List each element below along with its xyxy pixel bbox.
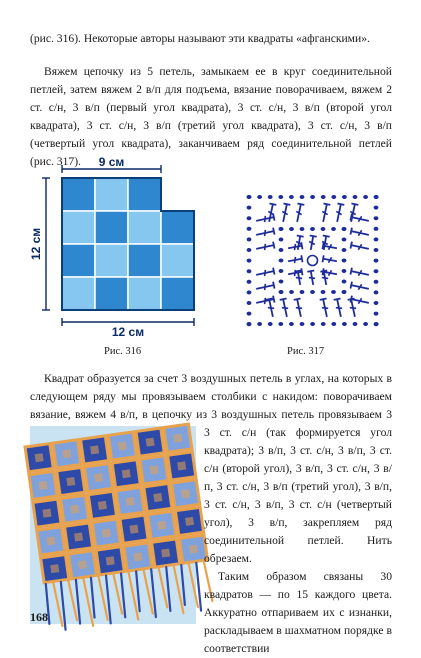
square-center (42, 509, 51, 518)
square-center (153, 493, 162, 502)
chain-stitch-dot (247, 280, 252, 284)
stitch-top (323, 235, 330, 236)
stitch-top (273, 282, 274, 289)
square-center (189, 545, 198, 554)
stitch-top (307, 270, 314, 271)
double-crochet-symbol (294, 298, 305, 317)
paragraph-assembly: Таким образом связаны 30 квадратов — по 15 каждого цвета. Аккуратно отпариваем их с изнанки, раскладываем в шахматном порядке в соответствии (204, 570, 392, 655)
stitch-top (322, 268, 323, 275)
square-center (62, 449, 71, 458)
square-center (173, 434, 182, 443)
stitch-top (273, 214, 274, 221)
chain-stitch-dot (247, 259, 252, 263)
square-center (126, 497, 135, 506)
chain-stitch-dot (342, 227, 347, 231)
double-crochet-symbol (294, 203, 305, 222)
stitch-top (301, 242, 302, 249)
chain-stitch-dot (257, 195, 262, 199)
grid-square (128, 277, 161, 310)
double-crochet-symbol (348, 298, 359, 317)
square-center (161, 549, 170, 558)
double-crochet-symbol (320, 203, 331, 222)
square-center (74, 532, 83, 541)
chain-stitch-dot (247, 290, 252, 294)
chain-stitch-dot (289, 322, 294, 326)
double-crochet-symbol (307, 235, 316, 250)
stitch-top (273, 228, 274, 235)
chain-stitch-dot (300, 227, 305, 231)
crochet-photo (30, 426, 196, 624)
double-crochet-symbol (320, 298, 331, 317)
square-center (106, 556, 115, 565)
paragraph-corners: Квадрат образуется за счет 3 воздушных петель в углах, на которых в следующем ряду мы провязываем столбики с накидом: поворачиваем вязание, вяжем 4 в/п, в цепочку из 3 воздушных петель провязываем 3 (30, 372, 392, 421)
square-center (94, 473, 103, 482)
square-center (157, 521, 166, 530)
square-center (98, 501, 107, 510)
chain-stitch-dot (278, 195, 283, 199)
chain-stitch-dot (374, 259, 379, 263)
grid-square (95, 244, 128, 277)
chain-stitch-dot (374, 237, 379, 241)
square-center (90, 445, 99, 454)
grid-square (62, 178, 95, 211)
chain-stitch-dot (289, 227, 294, 231)
square-center (177, 461, 186, 470)
grid-square (128, 244, 161, 277)
chain-stitch-dot (268, 195, 273, 199)
chain-stitch-dot (247, 195, 252, 199)
figure-317-crochet-chart (245, 193, 380, 328)
square-center (185, 517, 194, 526)
square-center (133, 552, 142, 561)
chain-stitch-dot (321, 195, 326, 199)
double-crochet-symbol (255, 282, 274, 293)
grid-square (95, 277, 128, 310)
grid-square (95, 211, 128, 244)
chain-stitch-dot (374, 216, 379, 220)
square-center (35, 453, 44, 462)
chain-stitch-dot (247, 322, 252, 326)
stitch-top (280, 298, 287, 299)
chain-stitch-dot (342, 259, 347, 263)
chain-stitch-dot (342, 248, 347, 252)
chain-stitch-dot (331, 195, 336, 199)
double-crochet-symbol (287, 268, 302, 277)
double-crochet-symbol (334, 298, 345, 317)
chain-stitch-dot (331, 227, 336, 231)
square-center (130, 525, 139, 534)
figure-317-caption: Рис. 317 (287, 346, 325, 357)
double-crochet-symbol (350, 296, 369, 307)
grid-square (128, 178, 161, 211)
chain-stitch-dot (279, 280, 284, 284)
square-center (122, 469, 131, 478)
chain-stitch-dot (300, 290, 305, 294)
stitch-top (297, 203, 304, 204)
chain-stitch-dot (279, 227, 284, 231)
square-center (118, 441, 127, 450)
chain-stitch-dot (310, 195, 315, 199)
chain-stitch-dot (331, 322, 336, 326)
chain-stitch-dot (374, 290, 379, 294)
paragraph-intro: (рис. 316). Некоторые авторы называют эти квадраты «афганскими». (30, 32, 370, 45)
chain-stitch-dot (300, 322, 305, 326)
stitch-top (273, 296, 274, 303)
double-crochet-symbol (320, 235, 329, 250)
double-crochet-symbol (280, 203, 291, 222)
grid-square (161, 211, 194, 244)
chain-stitch-dot (374, 312, 379, 316)
grid-square (62, 277, 95, 310)
chain-stitch-dot (363, 322, 368, 326)
double-crochet-symbol (255, 268, 274, 279)
double-crochet-symbol (350, 228, 369, 239)
square-center (102, 529, 111, 538)
chain-stitch-dot (268, 322, 273, 326)
chain-stitch-dot (342, 322, 347, 326)
figure-316-caption: Рис. 316 (104, 346, 142, 357)
double-crochet-symbol (334, 203, 345, 222)
chain-stitch-dot (374, 227, 379, 231)
stitch-top (350, 228, 351, 235)
left-dimension-label: 12 см (29, 227, 43, 261)
stitch-top (334, 298, 341, 299)
stitch-top (320, 298, 327, 299)
square-center (50, 564, 59, 573)
paragraph-method-start: Вяжем цепочку из 5 петель, замыкаем ее в круг соединительной петлей, затем вяжем 2 в/п для подъема, вязание поворачиваем, вяжем 2 ст. с/н, 3 в/п (первый угол квадрата), 3 ст. с/н, 3 в/п (второй угол квадрата), 3 ст. с/н, 3 в/п (третий угол квадрата), 3 ст. с/н, 3 в/п (четвертый угол квадрата), заканчиваем ряд соединительной петлей (рис. 317). (30, 65, 392, 168)
chain-stitch-dot (247, 248, 252, 252)
square-center (39, 481, 48, 490)
chain-stitch-dot (310, 322, 315, 326)
double-crochet-symbol (350, 242, 369, 253)
center-ring (308, 256, 318, 266)
double-crochet-symbol (350, 282, 369, 293)
chain-stitch-dot (331, 290, 336, 294)
square-center (146, 438, 155, 447)
square-center (181, 489, 190, 498)
grid-square (161, 244, 194, 277)
chain-stitch-dot (374, 248, 379, 252)
chain-stitch-dot (289, 195, 294, 199)
chain-stitch-dot (247, 312, 252, 316)
chain-stitch-dot (247, 216, 252, 220)
chain-stitch-dot (310, 227, 315, 231)
double-crochet-symbol (348, 203, 359, 222)
chain-stitch-dot (279, 248, 284, 252)
stitch-top (273, 242, 274, 249)
double-crochet-symbol (255, 228, 274, 239)
chain-stitch-dot (279, 269, 284, 273)
stitch-top (350, 268, 351, 275)
stitch-top (297, 235, 304, 236)
grid-square (62, 211, 95, 244)
double-crochet-symbol (280, 298, 291, 317)
chain-stitch-dot (279, 290, 284, 294)
chain-stitch-dot (342, 238, 347, 242)
stitch-top (350, 282, 351, 289)
chain-stitch-dot (342, 290, 347, 294)
square-center (66, 477, 75, 486)
chain-stitch-dot (247, 301, 252, 305)
chain-stitch-dot (321, 290, 326, 294)
double-crochet-symbol (307, 270, 316, 285)
double-crochet-symbol (322, 255, 337, 264)
stitch-top (273, 268, 274, 275)
stitch-top (269, 203, 276, 204)
stitch-top (294, 298, 301, 299)
stitch-top (322, 255, 323, 262)
chain-stitch-dot (300, 195, 305, 199)
chain-stitch-dot (342, 280, 347, 284)
stitch-top (283, 203, 290, 204)
stitch-top (301, 255, 302, 262)
stitch-top (301, 268, 302, 275)
chain-stitch-dot (363, 195, 368, 199)
figure-316-square-grid (28, 155, 218, 340)
square-center (78, 560, 87, 569)
paragraph-corners-cont: 3 ст. с/н (так формируется угол квадрата); 3 в/п, 3 ст. с/н, 3 в/п, 3 ст. с/н (второй угол), 3 в/п, 3 ст. с/н, 3 в/п, 3 ст. с/н, 3 в/п (третий угол), 3 в/п, 3 ст. с/н, 3 в/п, 3 ст. с/н (четвертый угол), 3 в/п, закрепляем ряд соединительной петлей. Нить обрезаем. (204, 426, 392, 565)
double-crochet-symbol (255, 242, 274, 253)
stitch-top (337, 203, 344, 204)
chain-stitch-dot (247, 269, 252, 273)
chain-stitch-dot (279, 238, 284, 242)
top-dimension-label: 9 см (98, 155, 125, 169)
grid-square (62, 244, 95, 277)
grid-square (161, 277, 194, 310)
grid-square (128, 211, 161, 244)
stitch-top (351, 203, 358, 204)
chain-stitch-dot (374, 280, 379, 284)
chain-stitch-dot (353, 195, 358, 199)
chain-stitch-dot (247, 206, 252, 210)
grid-square (95, 178, 128, 211)
chain-stitch-dot (374, 301, 379, 305)
double-crochet-symbol (350, 268, 369, 279)
square-center (149, 465, 158, 474)
double-crochet-symbol (255, 296, 274, 307)
chain-stitch-dot (342, 269, 347, 273)
square-center (46, 536, 55, 545)
chain-stitch-dot (310, 290, 315, 294)
chain-stitch-dot (257, 322, 262, 326)
chain-stitch-dot (289, 290, 294, 294)
chain-stitch-dot (342, 195, 347, 199)
chain-stitch-dot (247, 237, 252, 241)
chain-stitch-dot (321, 322, 326, 326)
chain-stitch-dot (278, 322, 283, 326)
bottom-dimension-label: 12 см (111, 325, 145, 339)
chain-stitch-dot (374, 322, 379, 326)
chain-stitch-dot (374, 206, 379, 210)
stitch-top (350, 242, 351, 249)
double-crochet-symbol (287, 255, 302, 264)
chain-stitch-dot (321, 227, 326, 231)
chain-stitch-dot (279, 259, 284, 263)
chain-stitch-dot (247, 227, 252, 231)
chain-stitch-dot (374, 195, 379, 199)
square-center (70, 505, 79, 514)
double-crochet-symbol (255, 214, 274, 225)
stitch-top (310, 235, 317, 236)
text-column-right (204, 424, 392, 658)
stitch-top (323, 203, 330, 204)
chain-stitch-dot (353, 322, 358, 326)
chain-stitch-dot (374, 269, 379, 273)
page-number: 168 (30, 610, 48, 624)
